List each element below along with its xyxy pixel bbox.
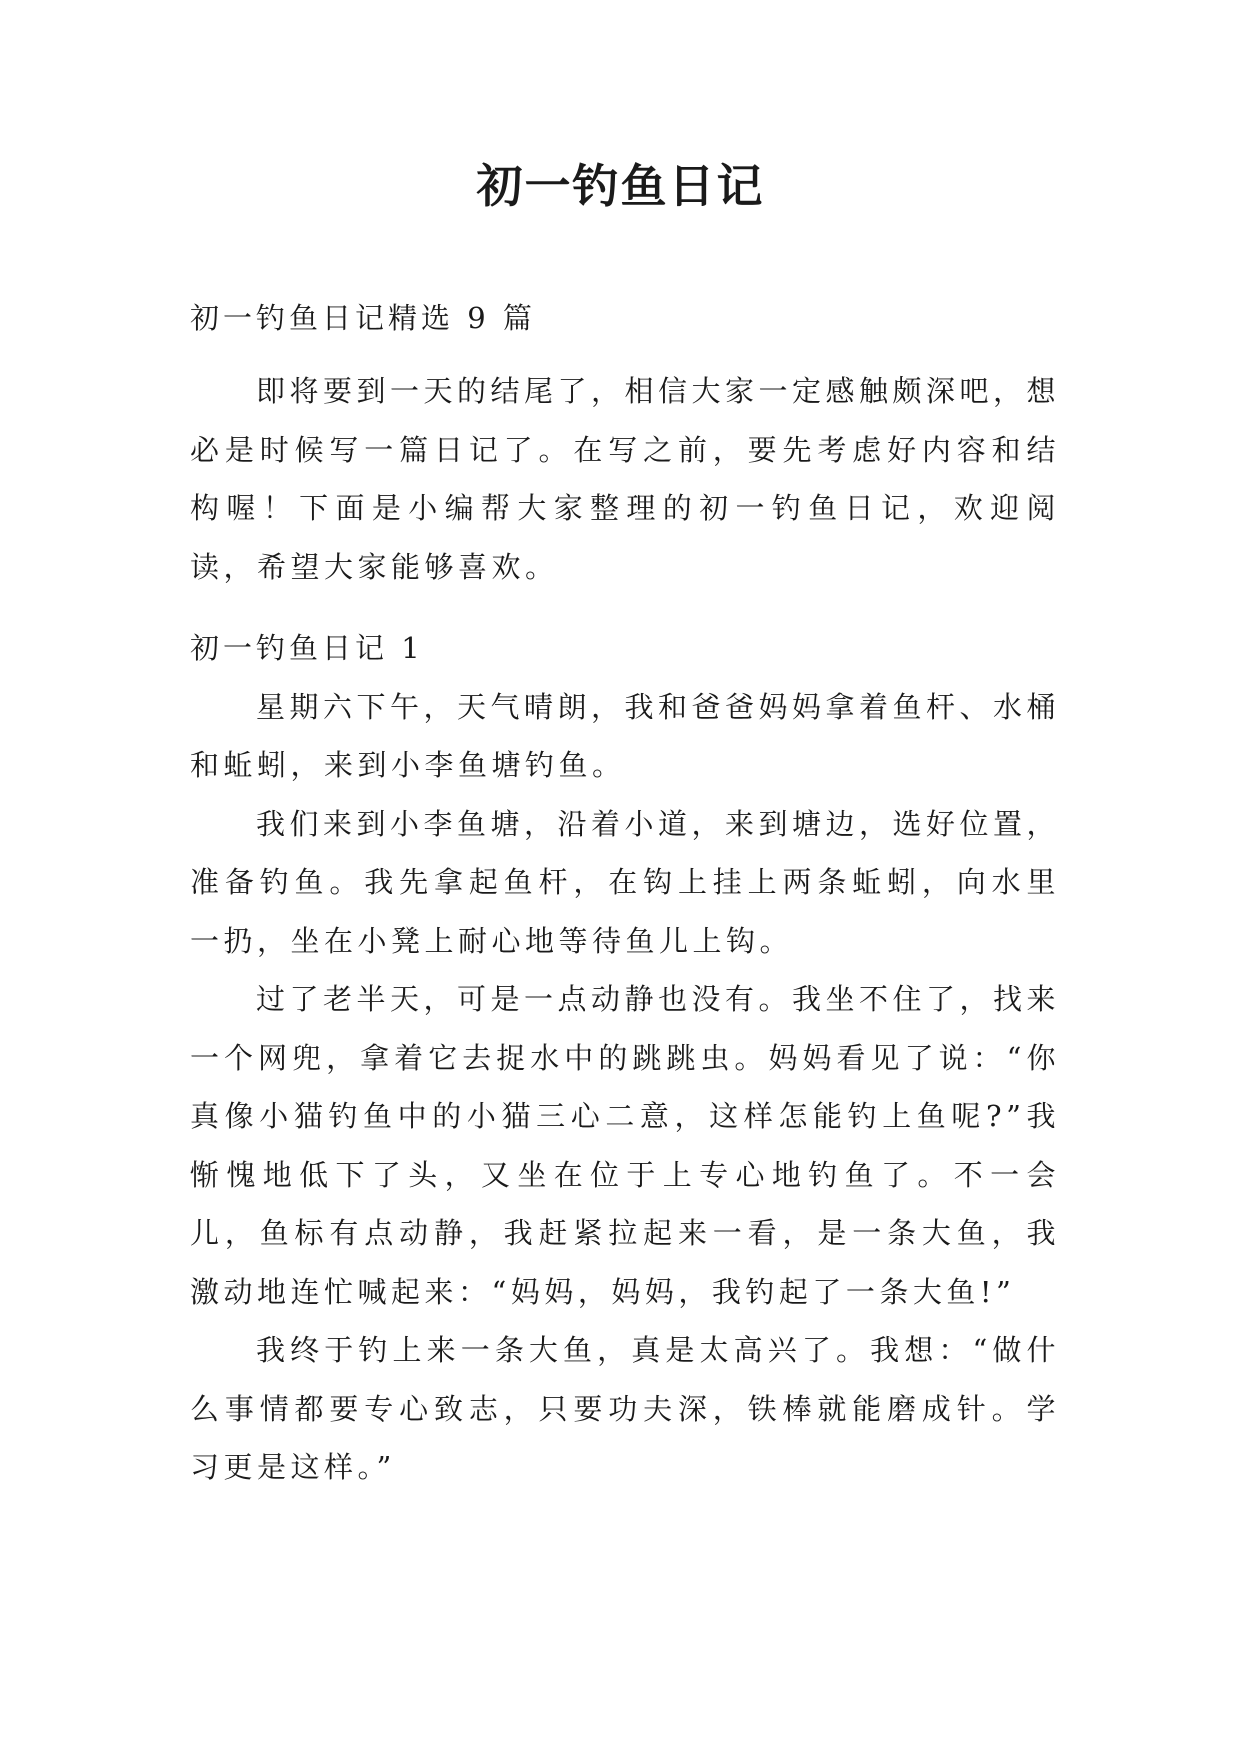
section-1-paragraph-1: 星期六下午，天气晴朗，我和爸爸妈妈拿着鱼杆、水桶和蚯蚓，来到小李鱼塘钓鱼。 <box>190 689 1061 782</box>
section-1-heading: 初一钓鱼日记 1 <box>190 631 424 665</box>
section-1-paragraph-3: 过了老半天，可是一点动静也没有。我坐不住了，找来一个网兜，拿着它去捉水中的跳跳虫。妈妈看见了说：“你真像小猫钓鱼中的小猫三心二意，这样怎能钓上鱼呢?”我惭愧地低下了头，又坐在位于上专心地钓鱼了。不一会儿，鱼标有点动静，我赶紧拉起来一看，是一条大鱼，我激动地连忙喊起来：“妈妈，妈妈，我钓起了一条大鱼!” <box>190 982 1061 1309</box>
section-1 <box>190 619 1060 1497</box>
document-subtitle: 初一钓鱼日记精选 9 篇 <box>190 301 536 335</box>
intro-paragraph: 即将要到一天的结尾了，相信大家一定感触颇深吧，想必是时候写一篇日记了。在写之前，要先考虑好内容和结构喔！下面是小编帮大家整理的初一钓鱼日记，欢迎阅读，希望大家能够喜欢。 <box>190 374 1061 584</box>
section-1-paragraph-4: 我终于钓上来一条大鱼，真是太高兴了。我想：“做什么事情都要专心致志，只要功夫深，铁棒就能磨成针。学习更是这样。” <box>190 1333 1060 1484</box>
intro-block <box>190 362 1060 596</box>
section-1-paragraph-2: 我们来到小李鱼塘，沿着小道，来到塘边，选好位置，准备钓鱼。我先拿起鱼杆，在钩上挂上两条蚯蚓，向水里一扔，坐在小凳上耐心地等待鱼儿上钩。 <box>190 806 1061 958</box>
document-title: 初一钓鱼日记 <box>476 159 765 213</box>
